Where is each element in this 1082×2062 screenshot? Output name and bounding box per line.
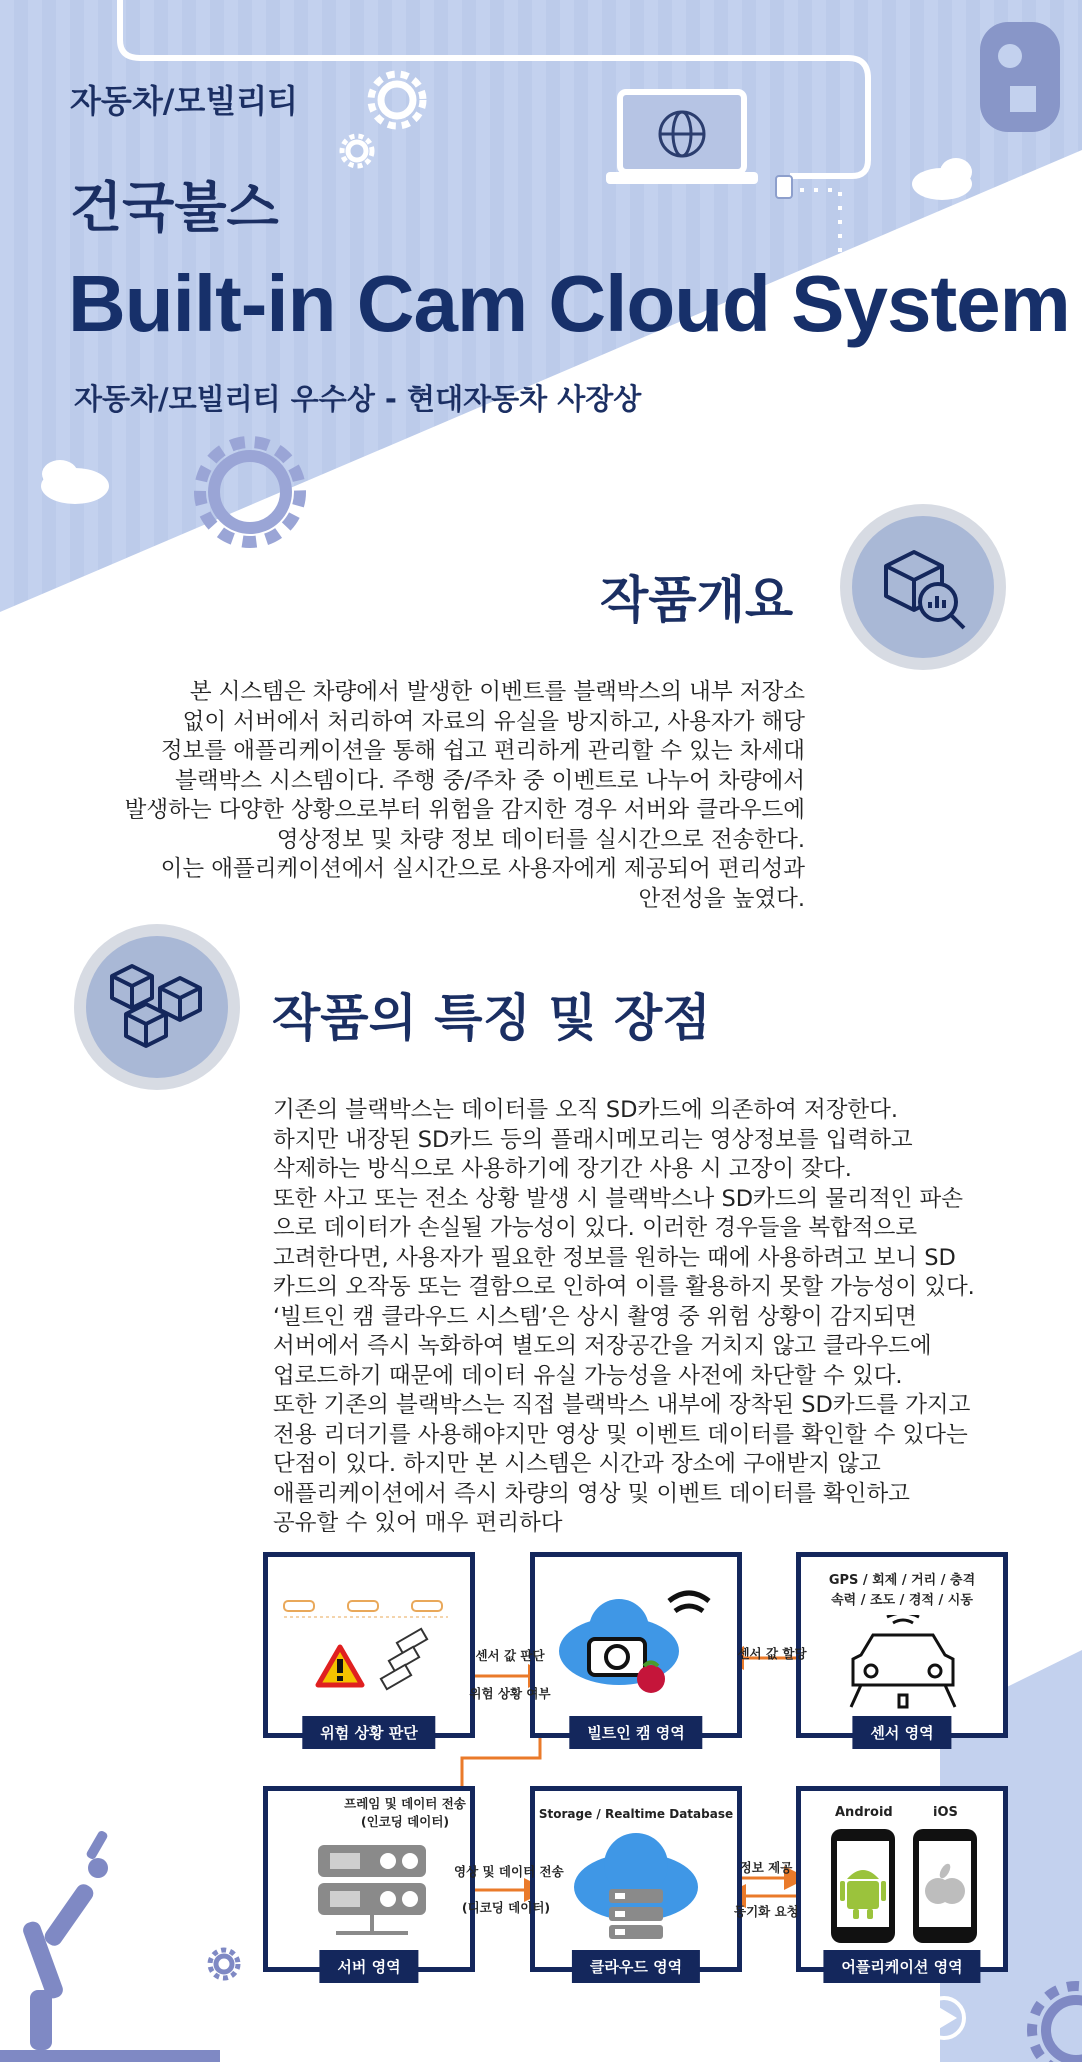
cloud-camera-icon (549, 1571, 729, 1711)
arrow-label-sync: 동기화 요청 (734, 1904, 799, 1919)
features-text (273, 1096, 1013, 1539)
arrow-label-video: 영상 및 데이터 전송 (454, 1864, 564, 1879)
award-label: 자동차/모빌리티 우수상 - 현대자동차 사장상 (74, 382, 642, 416)
features-line: 으로 데이터가 손실될 가능성이 있다. 이러한 경우들을 복합적으로 (273, 1215, 918, 1241)
overview-line: 없이 서버에서 처리하여 자료의 유실을 방지하고, 사용자가 해당 (182, 708, 805, 735)
app-box-label: 어플리케이션 영역 (823, 1950, 980, 1983)
features-heading: 작품의 특징 및 장점 (272, 989, 711, 1047)
smartphones-icon (829, 1827, 979, 1947)
sensor-list-line: GPS / 회제 / 거리 / 충격 (828, 1573, 976, 1588)
server-stack-icon (381, 1629, 427, 1689)
android-label: Android (835, 1805, 893, 1820)
arrow-label-judge: 센서 값 판단 (475, 1648, 545, 1663)
page-title: Built-in Cam Cloud System (68, 259, 1070, 348)
features-line: 카드의 오작동 또는 결함으로 인하여 이를 활용하지 못할 가능성이 있다. (273, 1274, 975, 1300)
arrow-label-frame: 프레임 및 데이터 전송 (344, 1796, 466, 1811)
overview-line: 안전성을 높였다. (638, 885, 805, 912)
features-line: 전용 리더기를 사용해야지만 영상 및 이벤트 데이터를 확인할 수 있다는 (273, 1421, 968, 1448)
cloud-box-label: 클라우드 영역 (572, 1950, 700, 1983)
sensor-box-label: 센서 영역 (852, 1716, 951, 1749)
overview-text (70, 678, 805, 914)
gear-icon (371, 74, 423, 126)
ios-label: iOS (933, 1805, 958, 1820)
storage-label: Storage / Realtime Database (538, 1807, 734, 1821)
team-name: 건국불스 (70, 176, 279, 239)
features-line: 공유할 수 있어 매우 편리하다 (273, 1510, 563, 1536)
overview-line: 이는 애플리케이션에서 실시간으로 사용자에게 제공되어 편리성과 (160, 856, 805, 882)
features-line: 고려한다면, 사용자가 필요한 정보를 원하는 때에 사용하려고 보니 SD (273, 1244, 956, 1271)
features-line: 업로드하기 때문에 데이터 유실 가능성을 사전에 차단할 수 있다. (273, 1362, 903, 1389)
cam-box-label: 빌트인 캠 영역 (569, 1716, 702, 1749)
category-label: 자동차/모빌리티 (70, 82, 299, 120)
features-line: 삭제하는 방식으로 사용하기에 장기간 사용 시 고장이 잦다. (273, 1156, 852, 1182)
raspberry-pi-icon (637, 1665, 665, 1693)
app-box (796, 1786, 1008, 1976)
server-box-label: 서버 영역 (319, 1950, 418, 1983)
features-line: 또한 사고 또는 전소 상황 발생 시 블랙박스나 SD카드의 물리적인 파손 (273, 1185, 963, 1212)
arrow-label-assign: 센서 값 할당 (737, 1646, 807, 1661)
features-line: 서버에서 즉시 녹화하여 별도의 저장공간을 거치지 않고 클라우드에 (273, 1333, 932, 1359)
features-line: 애플리케이션에서 즉시 차량의 영상 및 이벤트 데이터를 확인하고 (273, 1480, 910, 1507)
car-tracking-illustration (278, 1573, 463, 1713)
sensor-box (796, 1552, 1008, 1742)
overview-heading: 작품개요 (600, 571, 794, 629)
overview-line: 본 시스템은 차량에서 발생한 이벤트를 블랙박스의 내부 저장소 (189, 679, 805, 705)
overview-line: 발생하는 다양한 상황으로부터 위험을 감지한 경우 서버와 클라우드에 (124, 797, 805, 823)
arrow-label-video-sub: (디코딩 데이터) (461, 1900, 551, 1915)
cube-search-icon (876, 540, 972, 636)
overview-icon-circle (840, 504, 1006, 670)
builtin-cam-box (530, 1552, 742, 1742)
features-line: 기존의 블랙박스는 데이터를 오직 SD카드에 의존하여 저장한다. (273, 1097, 899, 1123)
key-shape-icon (980, 22, 1060, 132)
overview-line: 영상정보 및 차량 정보 데이터를 실시간으로 전송한다. (276, 826, 805, 853)
wifi-icon (669, 1593, 709, 1611)
features-icon-circle (74, 924, 240, 1090)
arrow-label-frame-sub: (인코딩 데이터) (360, 1814, 450, 1829)
features-line: 하지만 내장된 SD카드 등의 플래시메모리는 영상정보를 입력하고 (273, 1126, 913, 1153)
cubes-icon (104, 958, 212, 1058)
overview-line: 블랙박스 시스템이다. 주행 중/주차 중 이벤트로 나누어 차량에서 (175, 767, 805, 794)
system-diagram (250, 1552, 1030, 1992)
features-line: 또한 기존의 블랙박스는 직접 블랙박스 내부에 장착된 SD카드를 가지고 (273, 1392, 971, 1418)
arrow-label-danger: 위험 상황 여부 (469, 1686, 551, 1701)
cloud-database-icon (571, 1831, 701, 1947)
danger-judgement-box (263, 1552, 475, 1742)
car-sensor-icon (841, 1615, 965, 1711)
server-icon (314, 1841, 430, 1941)
cloud-box (530, 1786, 742, 1976)
overview-line: 정보를 애플리케이션을 통해 쉽고 편리하게 관리할 수 있는 차세대 (160, 738, 805, 764)
arrow-label-info: 정보 제공 (739, 1860, 793, 1875)
sensor-list-line: 속력 / 조도 / 경적 / 시동 (831, 1593, 973, 1608)
gear-small-icon (342, 136, 372, 166)
danger-box-label: 위험 상황 판단 (302, 1716, 435, 1749)
features-line: 단점이 있다. 하지만 본 시스템은 시간과 장소에 구애받지 않고 (273, 1451, 881, 1477)
laptop-icon (606, 92, 758, 184)
features-line: ‘빌트인 캠 클라우드 시스템’은 상시 촬영 중 위험 상황이 감지되면 (273, 1303, 917, 1330)
